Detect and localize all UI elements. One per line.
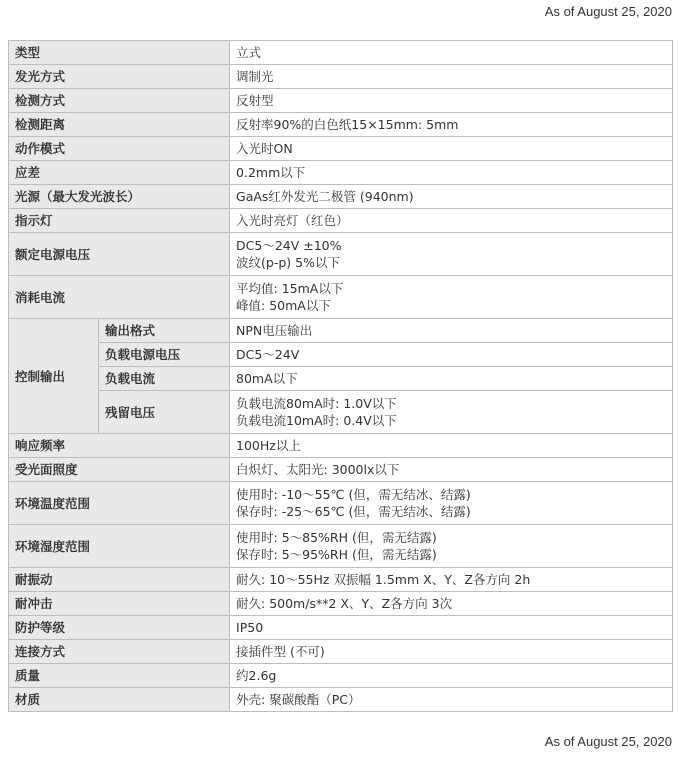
table-row — [9, 65, 673, 89]
spec-table — [8, 40, 673, 712]
row-label: 响应频率 — [9, 434, 230, 458]
row-value: 约2.6g — [230, 664, 673, 688]
sub-row-label: 负载电源电压 — [99, 343, 230, 367]
row-value: 外壳: 聚碳酸酯（PC） — [230, 688, 673, 712]
row-value: 白炽灯、太阳光: 3000lx以下 — [230, 458, 673, 482]
table-row — [9, 664, 673, 688]
row-value: 入光时ON — [230, 137, 673, 161]
row-label: 受光面照度 — [9, 458, 230, 482]
table-row — [9, 209, 673, 233]
table-row — [9, 640, 673, 664]
row-value — [230, 391, 673, 434]
table-row — [9, 592, 673, 616]
row-value: 接插件型 (不可) — [230, 640, 673, 664]
row-label: 应差 — [9, 161, 230, 185]
value-line: DC5～24V ±10% — [236, 238, 342, 253]
row-label: 耐冲击 — [9, 592, 230, 616]
row-value: 耐久: 500m/s**2 X、Y、Z各方向 3次 — [230, 592, 673, 616]
table-row — [9, 568, 673, 592]
value-line: 峰值: 50mA以下 — [236, 298, 331, 313]
row-value: 0.2mm以下 — [230, 161, 673, 185]
table-row — [9, 367, 673, 391]
row-value: DC5～24V — [230, 343, 673, 367]
row-value: 耐久: 10～55Hz 双振幅 1.5mm X、Y、Z各方向 2h — [230, 568, 673, 592]
value-line: 负载电流80mA时: 1.0V以下 — [236, 396, 397, 411]
table-row — [9, 161, 673, 185]
sub-row-label: 负载电流 — [99, 367, 230, 391]
row-value: NPN电压输出 — [230, 319, 673, 343]
table-row — [9, 233, 673, 276]
row-value: 反射率90%的白色纸15×15mm: 5mm — [230, 113, 673, 137]
sub-row-label: 残留电压 — [99, 391, 230, 434]
row-label: 动作模式 — [9, 137, 230, 161]
table-row — [9, 616, 673, 640]
row-value: 入光时亮灯（红色） — [230, 209, 673, 233]
row-label: 环境湿度范围 — [9, 525, 230, 568]
value-line: 保存时: -25～65℃ (但，需无结冰、结露) — [236, 504, 471, 519]
row-label: 检测距离 — [9, 113, 230, 137]
table-row — [9, 482, 673, 525]
row-label: 光源（最大发光波长） — [9, 185, 230, 209]
row-label: 检测方式 — [9, 89, 230, 113]
table-row — [9, 41, 673, 65]
table-row — [9, 434, 673, 458]
table-row — [9, 185, 673, 209]
row-value — [230, 233, 673, 276]
table-row — [9, 276, 673, 319]
row-value: GaAs红外发光二极管 (940nm) — [230, 185, 673, 209]
row-value: 反射型 — [230, 89, 673, 113]
as-of-date-bottom: As of August 25, 2020 — [544, 734, 672, 749]
table-row — [9, 137, 673, 161]
row-value: 80mA以下 — [230, 367, 673, 391]
group-label-control-output: 控制输出 — [9, 319, 99, 434]
row-value: 调制光 — [230, 65, 673, 89]
row-value — [230, 525, 673, 568]
row-label: 环境温度范围 — [9, 482, 230, 525]
row-value: 立式 — [230, 41, 673, 65]
value-line: 使用时: 5～85%RH (但，需无结露) — [236, 530, 437, 545]
value-line: 使用时: -10～55℃ (但，需无结冰、结露) — [236, 487, 471, 502]
table-row — [9, 319, 673, 343]
table-row — [9, 391, 673, 434]
table-row — [9, 688, 673, 712]
row-label: 额定电源电压 — [9, 233, 230, 276]
value-line: 平均值: 15mA以下 — [236, 281, 344, 296]
row-label: 材质 — [9, 688, 230, 712]
row-label: 消耗电流 — [9, 276, 230, 319]
table-row — [9, 458, 673, 482]
row-label: 防护等级 — [9, 616, 230, 640]
row-label: 类型 — [9, 41, 230, 65]
row-value: IP50 — [230, 616, 673, 640]
value-line: 波纹(p-p) 5%以下 — [236, 255, 340, 270]
table-row — [9, 113, 673, 137]
as-of-date-top: As of August 25, 2020 — [544, 4, 672, 19]
row-value — [230, 482, 673, 525]
table-row — [9, 343, 673, 367]
row-label: 耐振动 — [9, 568, 230, 592]
value-line: 保存时: 5～95%RH (但，需无结露) — [236, 547, 437, 562]
table-row — [9, 89, 673, 113]
row-label: 指示灯 — [9, 209, 230, 233]
row-label: 连接方式 — [9, 640, 230, 664]
row-label: 质量 — [9, 664, 230, 688]
row-value — [230, 276, 673, 319]
row-label: 发光方式 — [9, 65, 230, 89]
value-line: 负载电流10mA时: 0.4V以下 — [236, 413, 397, 428]
row-value: 100Hz以上 — [230, 434, 673, 458]
table-row — [9, 525, 673, 568]
sub-row-label: 输出格式 — [99, 319, 230, 343]
